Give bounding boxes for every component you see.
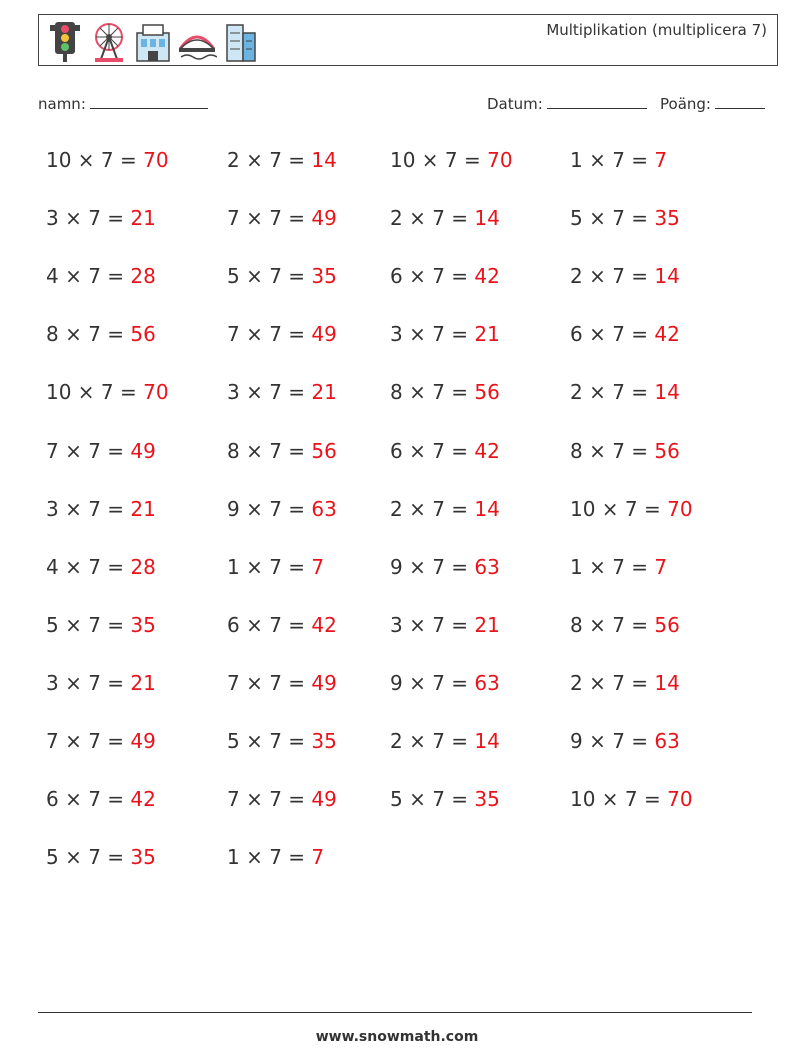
problem-item (570, 729, 680, 753)
problem-answer: 49 (130, 729, 156, 753)
problem-answer: 7 (654, 555, 668, 579)
problem-question: 8 × 7 = (227, 439, 312, 463)
problem-answer: 42 (474, 439, 500, 463)
problem-question: 10 × 7 = (46, 148, 144, 172)
problem-question: 3 × 7 = (46, 497, 131, 521)
problem-answer: 14 (474, 206, 500, 230)
problem-question: 5 × 7 = (390, 787, 475, 811)
problem-answer: 63 (654, 729, 680, 753)
problem-answer: 70 (143, 380, 169, 404)
problem-answer: 14 (474, 497, 500, 521)
problem-item (227, 613, 337, 637)
problem-item (390, 729, 500, 753)
problem-question: 3 × 7 = (46, 206, 131, 230)
problem-answer: 14 (474, 729, 500, 753)
problem-answer: 35 (130, 613, 156, 637)
name-label: namn: (38, 95, 86, 113)
problem-answer: 49 (311, 322, 337, 346)
problem-question: 5 × 7 = (227, 729, 312, 753)
name-blank-line (90, 94, 208, 109)
problem-item (227, 787, 337, 811)
problem-question: 7 × 7 = (227, 206, 312, 230)
date-blank-line (547, 94, 647, 109)
problem-item (390, 439, 500, 463)
problem-question: 3 × 7 = (390, 322, 475, 346)
problem-question: 10 × 7 = (570, 787, 668, 811)
score-blank-line (715, 94, 765, 109)
problem-question: 9 × 7 = (390, 671, 475, 695)
problem-item (570, 787, 693, 811)
problem-answer: 70 (487, 148, 513, 172)
problem-item (570, 322, 680, 346)
problem-item (46, 206, 156, 230)
problem-answer: 56 (474, 380, 500, 404)
problem-question: 8 × 7 = (570, 439, 655, 463)
problem-question: 7 × 7 = (227, 322, 312, 346)
problem-item (570, 555, 667, 579)
problem-answer: 49 (311, 206, 337, 230)
problem-answer: 42 (474, 264, 500, 288)
problem-item (46, 148, 169, 172)
problem-item (46, 729, 156, 753)
problem-item (390, 671, 500, 695)
problem-question: 5 × 7 = (46, 613, 131, 637)
problem-item (227, 264, 337, 288)
problem-item (390, 555, 500, 579)
problem-item (570, 206, 680, 230)
problem-item (227, 206, 337, 230)
problem-question: 1 × 7 = (227, 845, 312, 869)
problem-item (390, 380, 500, 404)
problem-question: 6 × 7 = (46, 787, 131, 811)
problem-item (390, 787, 500, 811)
problem-answer: 35 (654, 206, 680, 230)
problem-question: 5 × 7 = (227, 264, 312, 288)
problem-question: 5 × 7 = (570, 206, 655, 230)
problem-item (570, 148, 667, 172)
problem-item (227, 439, 337, 463)
problem-question: 6 × 7 = (390, 439, 475, 463)
problem-item (227, 845, 324, 869)
problem-item (390, 264, 500, 288)
problem-answer: 28 (130, 555, 156, 579)
problem-item (46, 555, 156, 579)
problem-question: 2 × 7 = (390, 497, 475, 521)
problem-answer: 42 (311, 613, 337, 637)
problem-answer: 14 (654, 264, 680, 288)
problem-question: 7 × 7 = (46, 729, 131, 753)
problem-answer: 70 (143, 148, 169, 172)
header-icons (45, 19, 261, 63)
problem-answer: 21 (311, 380, 337, 404)
problem-item (227, 497, 337, 521)
problem-answer: 70 (667, 497, 693, 521)
problem-question: 7 × 7 = (227, 787, 312, 811)
problem-answer: 35 (311, 729, 337, 753)
problem-item (570, 264, 680, 288)
problem-question: 4 × 7 = (46, 555, 131, 579)
problem-item (570, 439, 680, 463)
problem-answer: 56 (130, 322, 156, 346)
problem-question: 1 × 7 = (570, 148, 655, 172)
problem-answer: 49 (311, 787, 337, 811)
problem-item (46, 380, 169, 404)
problem-answer: 14 (654, 671, 680, 695)
problem-question: 4 × 7 = (46, 264, 131, 288)
ferris-wheel-icon (89, 19, 129, 63)
problem-question: 5 × 7 = (46, 845, 131, 869)
problem-item (46, 439, 156, 463)
problem-question: 1 × 7 = (227, 555, 312, 579)
problem-answer: 63 (474, 555, 500, 579)
worksheet-title: Multiplikation (multiplicera 7) (546, 21, 767, 39)
problem-question: 10 × 7 = (390, 148, 488, 172)
problem-item (390, 148, 513, 172)
problem-item (46, 787, 156, 811)
problem-answer: 35 (474, 787, 500, 811)
problem-question: 9 × 7 = (570, 729, 655, 753)
problem-answer: 49 (311, 671, 337, 695)
score-field (660, 94, 765, 113)
score-label: Poäng: (660, 95, 711, 113)
problem-answer: 21 (474, 613, 500, 637)
problem-item (46, 613, 156, 637)
problem-question: 10 × 7 = (46, 380, 144, 404)
name-field (38, 94, 208, 113)
problem-answer: 21 (474, 322, 500, 346)
building-icon (133, 19, 173, 63)
problem-item (227, 729, 337, 753)
problem-answer: 7 (311, 845, 325, 869)
problem-answer: 7 (311, 555, 325, 579)
problem-item (227, 671, 337, 695)
problem-question: 2 × 7 = (390, 729, 475, 753)
footer-url: www.snowmath.com (315, 1029, 479, 1045)
problem-answer: 42 (130, 787, 156, 811)
problem-item (46, 322, 156, 346)
problem-answer: 56 (311, 439, 337, 463)
problem-answer: 28 (130, 264, 156, 288)
problem-question: 8 × 7 = (390, 380, 475, 404)
problem-question: 9 × 7 = (390, 555, 475, 579)
problem-answer: 63 (474, 671, 500, 695)
problem-answer: 56 (654, 439, 680, 463)
bridge-icon (177, 19, 217, 63)
problem-item (46, 845, 156, 869)
problem-question: 2 × 7 = (570, 671, 655, 695)
date-label: Datum: (487, 95, 543, 113)
problem-question: 2 × 7 = (570, 380, 655, 404)
problem-item (390, 613, 500, 637)
problem-item (46, 264, 156, 288)
problem-item (390, 206, 500, 230)
problem-answer: 63 (311, 497, 337, 521)
problem-answer: 7 (654, 148, 668, 172)
problem-item (227, 380, 337, 404)
problem-question: 8 × 7 = (570, 613, 655, 637)
problem-answer: 35 (130, 845, 156, 869)
problem-item (227, 148, 337, 172)
problem-question: 6 × 7 = (570, 322, 655, 346)
problem-question: 2 × 7 = (570, 264, 655, 288)
problem-question: 2 × 7 = (390, 206, 475, 230)
problem-question: 3 × 7 = (227, 380, 312, 404)
problem-answer: 56 (654, 613, 680, 637)
problem-question: 10 × 7 = (570, 497, 668, 521)
problem-item (227, 322, 337, 346)
problem-question: 7 × 7 = (46, 439, 131, 463)
problem-item (390, 497, 500, 521)
problem-question: 3 × 7 = (390, 613, 475, 637)
problem-answer: 21 (130, 497, 156, 521)
traffic-light-icon (45, 19, 85, 63)
problem-question: 1 × 7 = (570, 555, 655, 579)
problem-item (227, 555, 324, 579)
problem-item (570, 497, 693, 521)
problem-answer: 49 (130, 439, 156, 463)
problem-question: 6 × 7 = (227, 613, 312, 637)
skyscraper-icon (221, 19, 261, 63)
problem-question: 8 × 7 = (46, 322, 131, 346)
problem-item (570, 380, 680, 404)
problem-question: 9 × 7 = (227, 497, 312, 521)
problem-answer: 21 (130, 206, 156, 230)
footer-divider (38, 1012, 752, 1013)
worksheet-header (38, 14, 778, 66)
problem-item (46, 671, 156, 695)
problem-item (570, 671, 680, 695)
problem-answer: 14 (311, 148, 337, 172)
problem-question: 3 × 7 = (46, 671, 131, 695)
problem-question: 7 × 7 = (227, 671, 312, 695)
problem-answer: 42 (654, 322, 680, 346)
problem-answer: 21 (130, 671, 156, 695)
problem-question: 2 × 7 = (227, 148, 312, 172)
problem-item (46, 497, 156, 521)
problem-question: 6 × 7 = (390, 264, 475, 288)
problem-item (390, 322, 500, 346)
problem-answer: 70 (667, 787, 693, 811)
date-field (487, 94, 647, 113)
problem-item (570, 613, 680, 637)
problem-answer: 35 (311, 264, 337, 288)
problem-answer: 14 (654, 380, 680, 404)
